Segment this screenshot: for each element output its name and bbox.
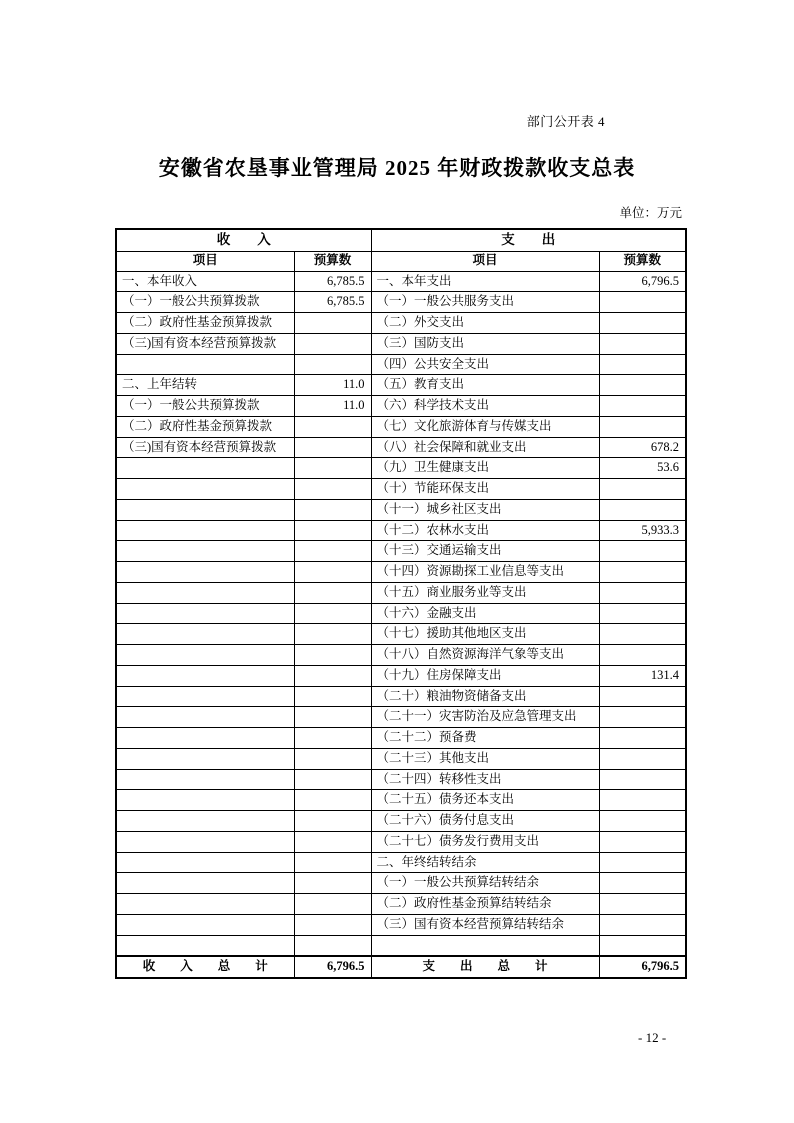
income-item-cell: （二）政府性基金预算拨款 xyxy=(116,313,294,334)
table-row xyxy=(116,582,686,603)
table-row xyxy=(116,707,686,728)
income-value-cell xyxy=(294,313,371,334)
expense-value-cell xyxy=(599,624,686,645)
expense-value-cell xyxy=(599,769,686,790)
table-row xyxy=(116,624,686,645)
table-body xyxy=(116,271,686,956)
table-row xyxy=(116,603,686,624)
income-value-cell xyxy=(294,582,371,603)
income-total-label: 收 入 总 计 xyxy=(116,956,294,978)
income-section-header: 收 入 xyxy=(116,229,371,251)
expense-value-cell xyxy=(599,873,686,894)
income-value-cell xyxy=(294,333,371,354)
expense-value-cell xyxy=(599,831,686,852)
income-item-cell xyxy=(116,624,294,645)
expense-item-cell: （四）公共安全支出 xyxy=(371,354,599,375)
income-value-cell xyxy=(294,894,371,915)
income-item-cell xyxy=(116,520,294,541)
table-row xyxy=(116,769,686,790)
doc-label: 部门公开表 4 xyxy=(526,114,605,129)
income-value-cell xyxy=(294,541,371,562)
expense-item-cell: （十二）农林水支出 xyxy=(371,520,599,541)
expense-item-cell: （十四）资源勘探工业信息等支出 xyxy=(371,562,599,583)
income-item-cell xyxy=(116,852,294,873)
income-value-cell xyxy=(294,790,371,811)
expense-item-cell: （十）节能环保支出 xyxy=(371,479,599,500)
expense-value-cell: 6,796.5 xyxy=(599,271,686,292)
table-row xyxy=(116,499,686,520)
expense-item-cell: （九）卫生健康支出 xyxy=(371,458,599,479)
expense-value-cell xyxy=(599,935,686,956)
expense-value-cell xyxy=(599,416,686,437)
table-row xyxy=(116,437,686,458)
income-item-cell: （三)国有资本经营预算拨款 xyxy=(116,333,294,354)
expense-item-cell: （三）国防支出 xyxy=(371,333,599,354)
table-row xyxy=(116,375,686,396)
income-value-cell xyxy=(294,416,371,437)
income-item-cell: （二）政府性基金预算拨款 xyxy=(116,416,294,437)
expense-value-cell: 53.6 xyxy=(599,458,686,479)
expense-value-cell xyxy=(599,541,686,562)
income-item-cell xyxy=(116,686,294,707)
expense-item-cell: （二十四）转移性支出 xyxy=(371,769,599,790)
expense-item-cell: （五）教育支出 xyxy=(371,375,599,396)
expense-value-cell xyxy=(599,811,686,832)
income-value-cell xyxy=(294,645,371,666)
income-item-cell xyxy=(116,707,294,728)
income-item-cell xyxy=(116,790,294,811)
expense-value-cell xyxy=(599,562,686,583)
table-row xyxy=(116,935,686,956)
expense-budget-column-header: 预算数 xyxy=(599,251,686,271)
expense-value-cell xyxy=(599,313,686,334)
income-value-cell xyxy=(294,748,371,769)
expense-item-cell: （二十）粮油物资储备支出 xyxy=(371,686,599,707)
expense-value-cell xyxy=(599,375,686,396)
page-title: 安徽省农垦事业管理局 2025 年财政拨款收支总表 xyxy=(158,156,636,180)
income-item-cell: 二、上年结转 xyxy=(116,375,294,396)
table-row xyxy=(116,645,686,666)
expense-item-cell: （一）一般公共服务支出 xyxy=(371,292,599,313)
expense-value-cell: 5,933.3 xyxy=(599,520,686,541)
income-item-cell xyxy=(116,562,294,583)
income-value-cell xyxy=(294,437,371,458)
table-row xyxy=(116,894,686,915)
expense-value-cell xyxy=(599,292,686,313)
table-row xyxy=(116,686,686,707)
income-item-cell xyxy=(116,894,294,915)
expense-item-cell: （六）科学技术支出 xyxy=(371,396,599,417)
expense-item-cell: （十一）城乡社区支出 xyxy=(371,499,599,520)
table-row xyxy=(116,520,686,541)
expense-item-cell: （八）社会保障和就业支出 xyxy=(371,437,599,458)
income-item-cell xyxy=(116,728,294,749)
expense-value-cell: 131.4 xyxy=(599,665,686,686)
expense-value-cell xyxy=(599,333,686,354)
table-row xyxy=(116,313,686,334)
income-item-cell xyxy=(116,748,294,769)
income-value-cell: 6,785.5 xyxy=(294,292,371,313)
income-item-cell xyxy=(116,645,294,666)
expense-item-cell: 一、本年支出 xyxy=(371,271,599,292)
expense-item-cell: （十三）交通运输支出 xyxy=(371,541,599,562)
income-item-cell xyxy=(116,873,294,894)
table-row xyxy=(116,665,686,686)
expense-value-cell xyxy=(599,852,686,873)
table-row xyxy=(116,479,686,500)
income-item-cell xyxy=(116,582,294,603)
expense-value-cell xyxy=(599,479,686,500)
income-value-cell xyxy=(294,458,371,479)
income-value-cell xyxy=(294,728,371,749)
expense-value-cell xyxy=(599,707,686,728)
income-value-cell xyxy=(294,873,371,894)
income-value-cell xyxy=(294,499,371,520)
table-row xyxy=(116,562,686,583)
income-value-cell xyxy=(294,769,371,790)
budget-table xyxy=(115,228,687,979)
expense-item-cell: （十六）金融支出 xyxy=(371,603,599,624)
income-total-value: 6,796.5 xyxy=(294,956,371,978)
income-item-cell xyxy=(116,479,294,500)
expense-item-cell: （十七）援助其他地区支出 xyxy=(371,624,599,645)
expense-item-cell: 二、年终结转结余 xyxy=(371,852,599,873)
table-row xyxy=(116,811,686,832)
expense-item-cell: （二）外交支出 xyxy=(371,313,599,334)
table-row xyxy=(116,914,686,935)
income-value-cell: 11.0 xyxy=(294,396,371,417)
expense-value-cell: 678.2 xyxy=(599,437,686,458)
income-value-cell xyxy=(294,707,371,728)
expense-item-cell: （七）文化旅游体育与传媒支出 xyxy=(371,416,599,437)
income-value-cell xyxy=(294,479,371,500)
table-row xyxy=(116,541,686,562)
income-item-cell: （一）一般公共预算拨款 xyxy=(116,292,294,313)
expense-value-cell xyxy=(599,582,686,603)
income-value-cell xyxy=(294,914,371,935)
income-item-cell xyxy=(116,541,294,562)
income-item-cell xyxy=(116,831,294,852)
expense-item-cell: （二十六）债务付息支出 xyxy=(371,811,599,832)
expense-value-cell xyxy=(599,748,686,769)
income-item-cell: （三)国有资本经营预算拨款 xyxy=(116,437,294,458)
expense-item-cell: （十五）商业服务业等支出 xyxy=(371,582,599,603)
expense-item-column-header: 项目 xyxy=(371,251,599,271)
table-row xyxy=(116,458,686,479)
income-item-column-header: 项目 xyxy=(116,251,294,271)
income-value-cell xyxy=(294,831,371,852)
total-row xyxy=(116,956,686,978)
income-value-cell xyxy=(294,354,371,375)
income-item-cell xyxy=(116,603,294,624)
income-value-cell: 6,785.5 xyxy=(294,271,371,292)
income-item-cell xyxy=(116,354,294,375)
table-row xyxy=(116,416,686,437)
income-item-cell xyxy=(116,499,294,520)
table-row xyxy=(116,790,686,811)
expense-item-cell: （二十三）其他支出 xyxy=(371,748,599,769)
expense-item-cell: （二十五）债务还本支出 xyxy=(371,790,599,811)
expense-value-cell xyxy=(599,728,686,749)
expense-item-cell: （二十二）预备费 xyxy=(371,728,599,749)
expense-item-cell xyxy=(371,935,599,956)
expense-item-cell: （二）政府性基金预算结转结余 xyxy=(371,894,599,915)
income-item-cell: 一、本年收入 xyxy=(116,271,294,292)
table-row xyxy=(116,354,686,375)
table-row xyxy=(116,873,686,894)
table-row xyxy=(116,292,686,313)
expense-value-cell xyxy=(599,499,686,520)
income-item-cell xyxy=(116,811,294,832)
expense-value-cell xyxy=(599,914,686,935)
income-value-cell xyxy=(294,603,371,624)
income-item-cell xyxy=(116,458,294,479)
expense-item-cell: （二十一）灾害防治及应急管理支出 xyxy=(371,707,599,728)
income-value-cell xyxy=(294,852,371,873)
section-header-row xyxy=(116,229,686,251)
income-item-cell xyxy=(116,769,294,790)
expense-item-cell: （二十七）债务发行费用支出 xyxy=(371,831,599,852)
expense-total-value: 6,796.5 xyxy=(599,956,686,978)
income-budget-column-header: 预算数 xyxy=(294,251,371,271)
expense-total-label: 支 出 总 计 xyxy=(371,956,599,978)
income-item-cell xyxy=(116,665,294,686)
table-row xyxy=(116,271,686,292)
table-row xyxy=(116,748,686,769)
expense-section-header: 支 出 xyxy=(371,229,686,251)
table-row xyxy=(116,852,686,873)
income-item-cell: （一）一般公共预算拨款 xyxy=(116,396,294,417)
unit-label: 单位：万元 xyxy=(619,206,682,220)
page-number: - 12 - xyxy=(638,1030,667,1045)
expense-value-cell xyxy=(599,790,686,811)
expense-value-cell xyxy=(599,645,686,666)
income-value-cell xyxy=(294,562,371,583)
income-value-cell xyxy=(294,665,371,686)
expense-item-cell: （十八）自然资源海洋气象等支出 xyxy=(371,645,599,666)
income-value-cell xyxy=(294,811,371,832)
expense-item-cell: （十九）住房保障支出 xyxy=(371,665,599,686)
income-item-cell xyxy=(116,935,294,956)
income-value-cell xyxy=(294,624,371,645)
table-row xyxy=(116,831,686,852)
income-value-cell xyxy=(294,520,371,541)
income-value-cell xyxy=(294,935,371,956)
expense-item-cell: （一）一般公共预算结转结余 xyxy=(371,873,599,894)
table-row xyxy=(116,333,686,354)
expense-value-cell xyxy=(599,603,686,624)
expense-item-cell: （三）国有资本经营预算结转结余 xyxy=(371,914,599,935)
income-value-cell xyxy=(294,686,371,707)
table-row xyxy=(116,728,686,749)
expense-value-cell xyxy=(599,354,686,375)
column-header-row xyxy=(116,251,686,271)
expense-value-cell xyxy=(599,396,686,417)
income-item-cell xyxy=(116,914,294,935)
income-value-cell: 11.0 xyxy=(294,375,371,396)
table-row xyxy=(116,396,686,417)
expense-value-cell xyxy=(599,686,686,707)
expense-value-cell xyxy=(599,894,686,915)
